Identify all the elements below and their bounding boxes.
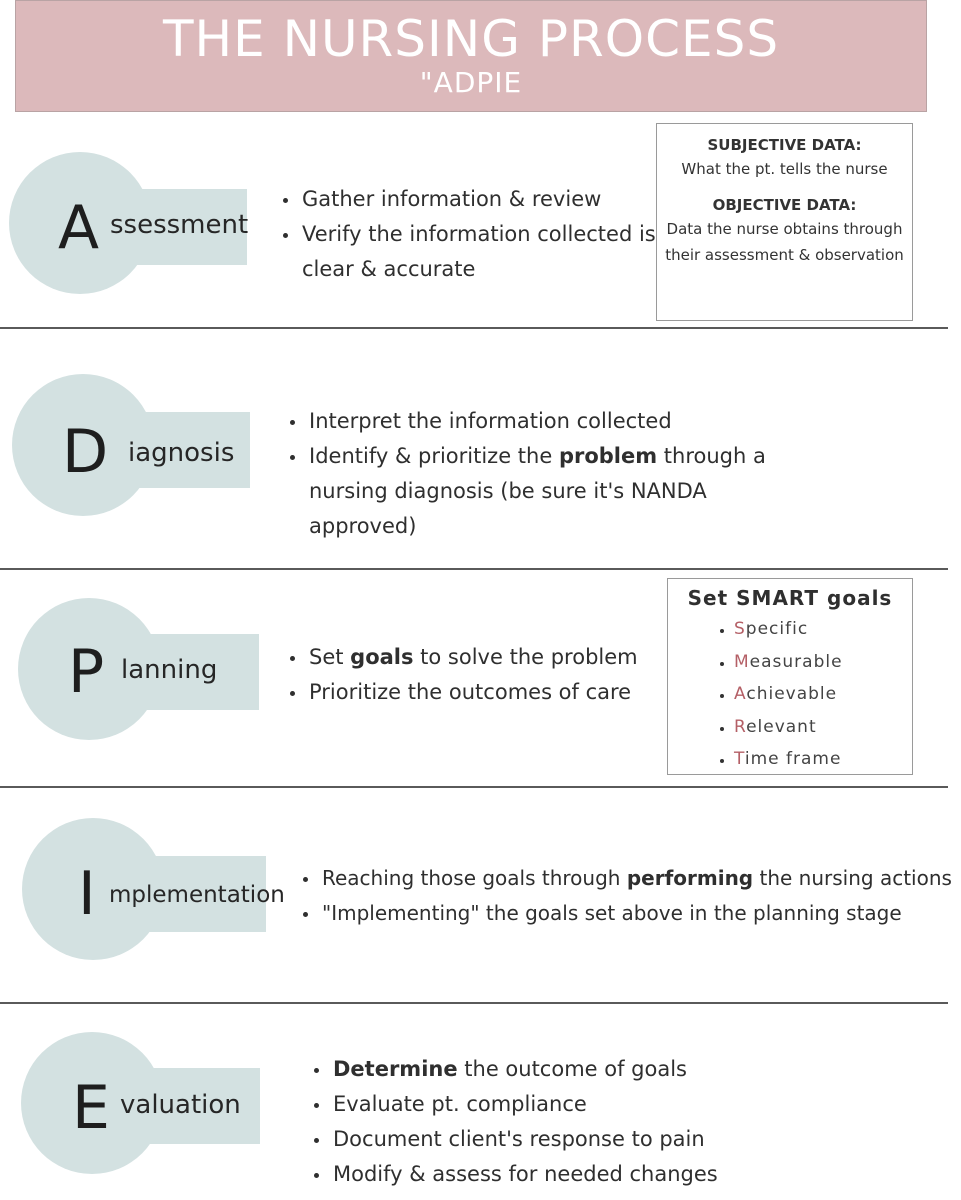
step-points xyxy=(296,861,961,931)
step-letter: E xyxy=(72,1073,110,1143)
point-item: • Prioritize the outcomes of care xyxy=(307,675,667,710)
title-banner xyxy=(15,0,927,112)
step-word: iagnosis xyxy=(128,438,235,468)
step-letter: P xyxy=(68,637,105,707)
step-points xyxy=(283,404,787,544)
subjective-text: What the pt. tells the nurse xyxy=(681,160,888,178)
step-word: valuation xyxy=(120,1090,241,1120)
smart-item: • Relevant xyxy=(734,711,912,744)
step-points xyxy=(276,182,660,287)
section-divider xyxy=(0,327,948,329)
point-item: • Verify the information collected is clear & accurate xyxy=(300,217,660,287)
section-divider xyxy=(0,786,948,788)
smart-list xyxy=(668,613,912,776)
smart-item: • Achievable xyxy=(734,678,912,711)
smart-title: Set SMART goals xyxy=(687,586,893,610)
smart-item: • Time frame xyxy=(734,743,912,776)
step-word: mplementation xyxy=(109,882,285,908)
point-item: • Reaching those goals through performing the nursing actions xyxy=(320,861,961,896)
point-item: • Identify & prioritize the problem through a nursing diagnosis (be sure it's NANDA approved) xyxy=(307,439,787,544)
step-points xyxy=(283,640,667,710)
section-divider xyxy=(0,568,948,570)
point-item: • Determine the outcome of goals xyxy=(331,1052,751,1087)
point-item: • Gather information & review xyxy=(300,182,660,217)
step-letter: A xyxy=(58,193,100,263)
step-letter: I xyxy=(78,859,96,929)
point-item: • Document client's response to pain xyxy=(331,1122,751,1157)
smart-item: • Measurable xyxy=(734,646,912,679)
page-subtitle: "ADPIE xyxy=(419,66,523,99)
smart-item: • Specific xyxy=(734,613,912,646)
subjective-heading: SUBJECTIVE DATA: xyxy=(707,136,862,154)
point-item: • Interpret the information collected xyxy=(307,404,787,439)
objective-text: Data the nurse obtains through their assessment & observation xyxy=(665,220,904,264)
point-item: • Evaluate pt. compliance xyxy=(331,1087,751,1122)
point-item: • "Implementing" the goals set above in the planning stage xyxy=(320,896,961,931)
step-word: ssessment xyxy=(110,210,249,240)
objective-heading: OBJECTIVE DATA: xyxy=(712,196,857,214)
data-types-box xyxy=(656,123,913,321)
section-divider xyxy=(0,1002,948,1004)
smart-goals-box xyxy=(667,578,913,775)
step-word: lanning xyxy=(121,655,218,685)
page-title: THE NURSING PROCESS xyxy=(162,10,780,68)
step-points xyxy=(307,1052,751,1192)
step-letter: D xyxy=(62,417,109,487)
point-item: • Set goals to solve the problem xyxy=(307,640,667,675)
point-item: • Modify & assess for needed changes xyxy=(331,1157,751,1192)
